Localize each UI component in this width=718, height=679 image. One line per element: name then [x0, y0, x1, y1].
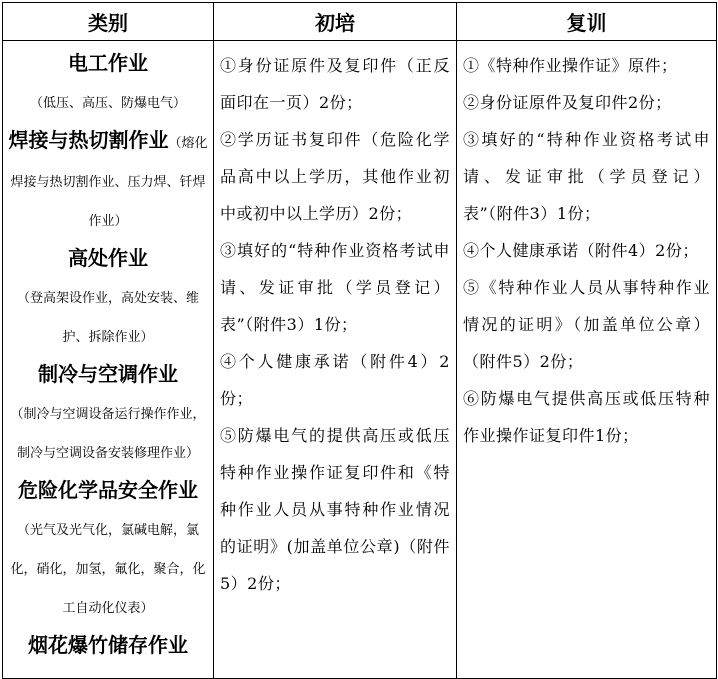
category-note: （登高架设作业，高处安装、维护、拆除作业）: [16, 291, 199, 345]
category-refrigeration: [7, 356, 209, 472]
requirements-table: [2, 2, 717, 679]
category-note: （制冷与空调设备运行操作作业，制冷与空调设备安装修理作业）: [10, 407, 206, 461]
retraining-item: ③填好的“特种作业资格考试申请、发证审批（学员登记）表”（附件3）1份；: [463, 130, 710, 223]
initial-training-cell: [214, 41, 457, 679]
header-row: [3, 3, 717, 41]
category-height-work: [7, 240, 209, 356]
initial-item: ⑤防爆电气的提供高压或低压特种作业操作证复印件和《特种作业人员从事特种作业情况的证明》(加盖单位公章)（附件5）2份；: [220, 426, 450, 593]
category-electrical: [7, 45, 209, 122]
retraining-cell: [457, 41, 717, 679]
category-cell: [3, 41, 214, 679]
category-name: 电工作业: [68, 51, 148, 75]
header-category: 类别: [3, 3, 214, 41]
category-fireworks-storage: [7, 627, 209, 665]
initial-item: ④个人健康承诺（附件4）2份；: [220, 352, 450, 408]
initial-item: ③填好的“特种作业资格考试申请、发证审批（学员登记）表”（附件3）1份；: [220, 241, 450, 334]
category-name: 焊接与热切割作业: [8, 128, 169, 152]
category-note: （光气及光气化，氯碱电解，氯化，硝化，加氢，氟化，聚合，化工自动化仪表）: [10, 523, 206, 616]
header-initial-training: 初培: [214, 3, 457, 41]
retraining-item: ⑥防爆电气提供高压或低压特种作业操作证复印件1份；: [463, 389, 710, 445]
retraining-item: ②身份证原件及复印件2份；: [463, 93, 672, 112]
category-note: （熔化焊接与热切割作业、压力焊、钎焊作业）: [10, 136, 208, 229]
retraining-item: ①《特种作业操作证》原件；: [463, 56, 678, 75]
category-name: 危险化学品安全作业: [18, 478, 198, 502]
initial-item: ②学历证书复印件（危险化学品高中以上学历，其他作业初中或初中以上学历）2份；: [220, 130, 450, 223]
header-retraining: 复训: [457, 3, 717, 41]
category-note: （低压、高压、防爆电气）: [29, 96, 186, 111]
category-hazardous-chemicals: [7, 472, 209, 627]
retraining-item: ⑤《特种作业人员从事特种作业情况的证明》（加盖单位公章）（附件5）2份；: [463, 278, 710, 371]
initial-item: ①身份证原件及复印件（正反面印在一页）2份；: [220, 56, 450, 112]
content-row: [3, 41, 717, 679]
category-welding: [7, 122, 209, 240]
category-name: 制冷与空调作业: [38, 362, 178, 386]
retraining-item: ④个人健康承诺（附件4）2份；: [463, 241, 699, 260]
category-name: 烟花爆竹储存作业: [28, 633, 188, 657]
category-name: 高处作业: [68, 246, 148, 270]
